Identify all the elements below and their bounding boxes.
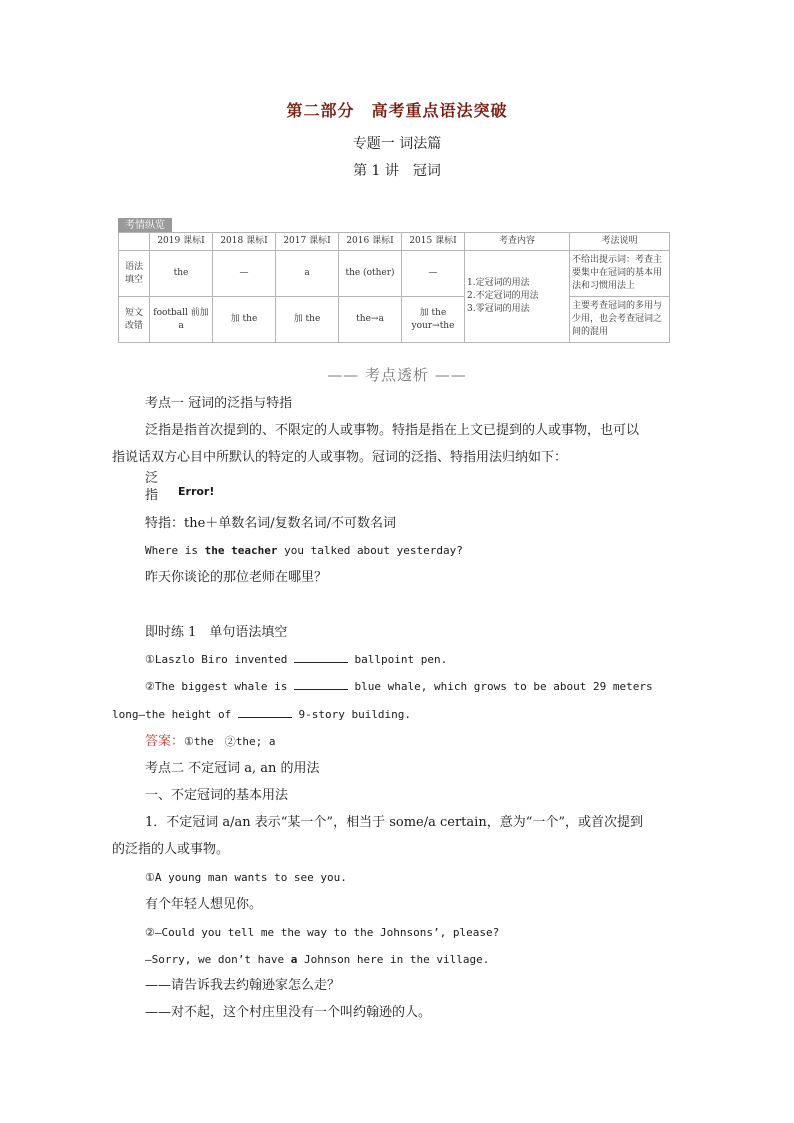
table-header-cell: 2016 课标Ⅰ <box>339 233 402 251</box>
content-cell: 1.定冠词的用法 2.不定冠词的用法 3.零冠词的用法 <box>465 251 570 343</box>
text-run: 9-story building. <box>291 708 412 721</box>
bold-run: the teacher <box>204 544 278 557</box>
kp1-title: 考点一 冠词的泛指与特指 <box>145 396 293 411</box>
table-cell: the (other) <box>339 251 402 297</box>
table-row <box>119 297 670 343</box>
topic-title: 专题一 词法篇 <box>352 136 442 152</box>
table-cell: a <box>276 251 339 297</box>
text-run: ②The biggest whale is <box>145 680 294 693</box>
example-3-en1: ②—Could you tell me the way to the Johnsons’, please? <box>145 926 500 939</box>
answer-blank <box>294 679 348 690</box>
example-2-en: ①A young man wants to see you. <box>145 871 347 884</box>
table-header-cell: 2019 课标Ⅰ <box>150 233 213 251</box>
table-cell: — <box>402 251 465 297</box>
kp2-title: 考点二 不定冠词 a, an 的用法 <box>145 761 320 776</box>
overview-table <box>118 232 670 343</box>
lesson-title: 第 1 讲 冠词 <box>353 163 441 179</box>
section-divider: —— 考点透析 —— <box>327 366 467 384</box>
table-cell: 加 the your→the <box>402 297 465 343</box>
fanzhi-char: 指 <box>145 488 159 503</box>
table-cell: — <box>213 251 276 297</box>
text-run: long—the height of <box>112 708 238 721</box>
example-3-cn1: ——请告诉我去约翰逊家怎么走？ <box>145 978 341 993</box>
question-2-line1 <box>145 677 653 696</box>
text-run: —Sorry, we don’t have <box>145 953 291 966</box>
table-cell: the→a <box>339 297 402 343</box>
row-label: 短文改错 <box>119 297 150 343</box>
kp1-paragraph-line2: 指说话双方心目中所默认的特定的人或事物。冠词的泛指、特指用法归纳如下： <box>112 450 568 465</box>
table-header-row <box>119 233 670 251</box>
table-header-cell: 2017 课标Ⅰ <box>276 233 339 251</box>
fanzhi-vertical-label <box>145 470 161 504</box>
note-cell: 不给出提示词：考查主要集中在冠词的基本用法和习惯用法上 <box>570 251 670 297</box>
table-header-cell <box>119 233 150 251</box>
table-header-cell: 考法说明 <box>570 233 670 251</box>
kp2-paragraph-line1: 1．不定冠词 a/an 表示“某一个”，相当于 some/a certain，意为“一个”，或首次提到 <box>145 815 643 830</box>
table-cell: football 前加 a <box>150 297 213 343</box>
row-label: 语法填空 <box>119 251 150 297</box>
table-header-cell: 考查内容 <box>465 233 570 251</box>
practice-1-title: 即时练 1 单句语法填空 <box>145 625 288 640</box>
kp2-paragraph-line2: 的泛指的人或事物。 <box>112 842 230 857</box>
kp1-paragraph-line1: 泛指是指首次提到的、不限定的人或事物。特指是指在上文已提到的人或事物，也可以 <box>145 423 640 438</box>
overview-table-block <box>118 218 670 354</box>
example-1-cn: 昨天你谈论的那位老师在哪里？ <box>145 570 328 585</box>
overview-tag: 考情纵览 <box>118 218 172 233</box>
example-2-cn: 有个年轻人想见你。 <box>145 897 263 912</box>
error-placeholder: Error! <box>178 485 215 498</box>
text-run: ballpoint pen. <box>347 653 448 666</box>
text-run: ①Laszlo Biro invented <box>145 653 294 666</box>
table-header-cell: 2018 课标Ⅰ <box>213 233 276 251</box>
fanzhi-char: 泛 <box>145 471 159 486</box>
text-run: Where is <box>145 544 205 557</box>
example-3-cn2: ——对不起，这个村庄里没有一个叫约翰逊的人。 <box>145 1005 432 1020</box>
answer-text: ①the ②the; a <box>184 735 276 748</box>
text-run: you talked about yesterday? <box>277 544 463 557</box>
tezhi-line: 特指：the＋单数名词/复数名词/不可数名词 <box>145 516 397 531</box>
table-row <box>119 251 670 297</box>
example-3-en2 <box>145 950 489 969</box>
kp2-subtitle: 一、不定冠词的基本用法 <box>145 788 289 803</box>
question-1 <box>145 650 447 669</box>
note-cell: 主要考查冠词的多用与少用，也会考查冠词之间的混用 <box>570 297 670 343</box>
table-cell: 加 the <box>213 297 276 343</box>
bold-run: a <box>290 953 298 966</box>
part-title: 第二部分 高考重点语法突破 <box>286 101 508 120</box>
text-run: Johnson here in the village. <box>297 953 490 966</box>
answer-label: 答案： <box>145 734 185 749</box>
question-2-line2 <box>112 705 411 724</box>
table-cell: 加 the <box>276 297 339 343</box>
answer-blank <box>238 707 292 718</box>
answer-blank <box>294 652 348 663</box>
example-1-en <box>145 541 463 560</box>
table-header-cell: 2015 课标Ⅰ <box>402 233 465 251</box>
text-run: blue whale, which grows to be about 29 meters <box>347 680 653 693</box>
table-cell: the <box>150 251 213 297</box>
answer-line <box>145 732 275 751</box>
